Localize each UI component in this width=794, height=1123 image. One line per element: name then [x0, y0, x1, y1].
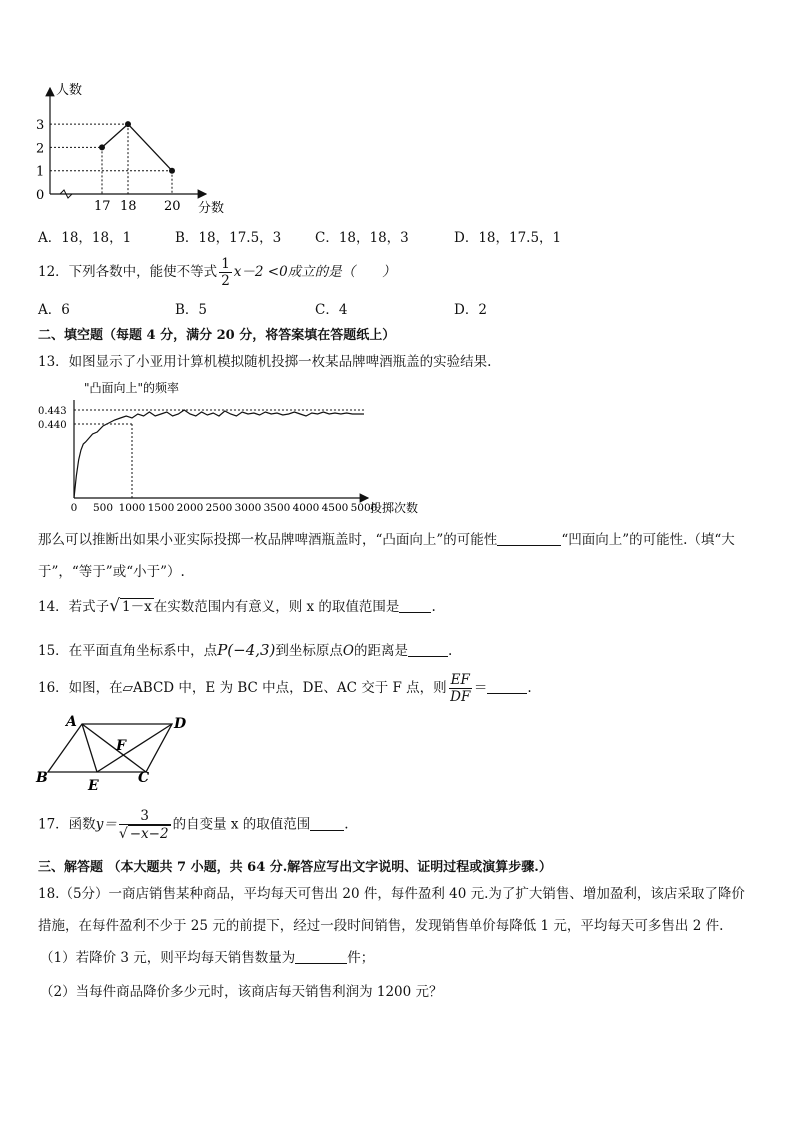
x-tick-label: 18	[120, 199, 137, 214]
parallelogram-abcd	[48, 724, 172, 772]
q17-fraction: $\frac{3}{√ -x-2}$	[118, 808, 169, 842]
freq-x-tick-label: 1000	[118, 502, 146, 514]
q12-option-c[interactable]: C．4	[315, 302, 348, 318]
count-line	[102, 124, 172, 171]
q16-stem: 16．如图，在▱ABCD 中，E 为 BC 中点，DE、AC 交于 F 点，则 $\frac{EF}{DF}$ ＝ .	[38, 672, 532, 705]
y-tick-label: 2	[36, 141, 45, 157]
q11-option-c[interactable]: C．18，18，3	[315, 230, 409, 246]
section2-heading: 二、填空题（每题 4 分，满分 20 分，将答案填在答题纸上）	[38, 328, 396, 343]
diagonal-ac	[82, 724, 146, 772]
label-b: B	[36, 770, 48, 786]
q14-stem: 14．若式子√ 1－x 在实数范围内有意义，则 x 的取值范围是 .	[38, 596, 436, 616]
q12-option-b[interactable]: B．5	[175, 302, 208, 318]
score-count-chart	[30, 80, 230, 220]
freq-x-tick-label: 500	[92, 502, 114, 514]
section3-heading: 三、解答题 （本大题共 7 小题，共 64 分.解答应写出文字说明、证明过程或演算步骤.）	[38, 860, 552, 875]
sqrt-icon: √	[118, 826, 128, 842]
q16-answer-blank[interactable]	[487, 679, 527, 694]
q12-option-d[interactable]: D．2	[454, 302, 487, 318]
y-axis-label: 人数	[56, 83, 83, 98]
freq-y-tick-label: 0.443	[38, 406, 67, 417]
segment-de	[97, 724, 172, 772]
q15-stem: 15．在平面直角坐标系中，点P(−4,3)到坐标原点O的距离是 .	[38, 641, 453, 659]
q18-sub2: （2）当每件商品降价多少元时，该商店每天销售利润为 1200 元？	[40, 984, 443, 1000]
freq-x-tick-label: 5000	[350, 502, 378, 514]
sqrt-icon: √	[109, 596, 121, 616]
x-axis-label: 分数	[198, 201, 225, 216]
q18-line1: 18.（5分）一商店销售某种商品，平均每天可售出 20 件，每件盈利 40 元.为了扩大销售、增加盈利，该店采取了降价	[38, 886, 745, 902]
segment-ae	[82, 724, 97, 772]
q15-answer-blank[interactable]	[408, 642, 448, 657]
parallelogram-figure	[34, 712, 194, 796]
freq-chart-title: "凸面向上"的频率	[84, 381, 180, 395]
q18-line2: 措施，在每件盈利不少于 25 元的前提下，经过一段时间销售，发现销售单价每降低 1 元，平均每天可多售出 2 件.	[38, 918, 724, 934]
q12-stem: 12．下列各数中，能使不等式 $\frac{1}{2}$ x－2 <0成立的是（ ）	[38, 256, 396, 289]
q14-answer-blank[interactable]	[399, 598, 431, 613]
x-tick-label: 17	[94, 199, 111, 214]
q13-line1: 那么可以推断出如果小亚实际投掷一枚品牌啤酒瓶盖时，“凸面向上”的可能性 “凹面向上”的可能性.（填“大	[38, 532, 735, 548]
q18-answer-blank[interactable]	[295, 949, 347, 964]
label-a: A	[66, 714, 77, 730]
label-c: C	[138, 770, 150, 786]
q17-answer-blank[interactable]	[310, 816, 344, 831]
q11-option-d[interactable]: D．18，17.5，1	[454, 230, 562, 246]
data-point	[99, 144, 105, 150]
q13-line2: 于”，“等于”或“小于”）.	[38, 564, 185, 580]
freq-x-tick-label: 2500	[205, 502, 233, 514]
freq-x-axis-label: 投掷次数	[370, 501, 419, 515]
fraction-half: $\frac{1}{2}$	[221, 256, 230, 289]
data-point	[125, 121, 131, 127]
x-tick-label: 20	[164, 199, 181, 214]
freq-x-tick-label: 3000	[234, 502, 262, 514]
y-tick-label: 1	[36, 164, 45, 180]
freq-x-tick-label: 1500	[147, 502, 175, 514]
freq-x-tick-label: 3500	[263, 502, 291, 514]
y-tick-label: 3	[36, 118, 45, 134]
q13-answer-blank[interactable]	[497, 531, 561, 546]
freq-y-tick-label: 0.440	[38, 420, 67, 431]
freq-x-tick-label: 0	[70, 502, 78, 514]
q18-sub1: （1）若降价 3 元，则平均每天销售数量为 件；	[40, 950, 375, 966]
freq-x-tick-label: 4500	[321, 502, 349, 514]
label-d: D	[174, 716, 187, 732]
q11-option-a[interactable]: A．18，18，1	[38, 230, 132, 246]
freq-x-tick-label: 4000	[292, 502, 320, 514]
q13-stem: 13．如图显示了小亚用计算机模拟随机投掷一枚某品牌啤酒瓶盖的实验结果.	[38, 354, 492, 370]
q11-option-b[interactable]: B．18，17.5，3	[175, 230, 282, 246]
freq-x-tick-label: 2000	[176, 502, 204, 514]
q16-fraction: $\frac{EF}{DF}$	[450, 672, 471, 705]
q17-stem: 17．函数y＝ $\frac{3}{√ -x-2}$ 的自变量 x 的取值范围 .	[38, 808, 349, 842]
data-point	[169, 168, 175, 174]
q12-option-a[interactable]: A．6	[38, 302, 70, 318]
frequency-chart	[38, 378, 438, 523]
label-f: F	[116, 738, 126, 754]
frequency-line	[74, 410, 364, 498]
y-tick-label: 0	[36, 188, 45, 203]
label-e: E	[88, 778, 99, 794]
